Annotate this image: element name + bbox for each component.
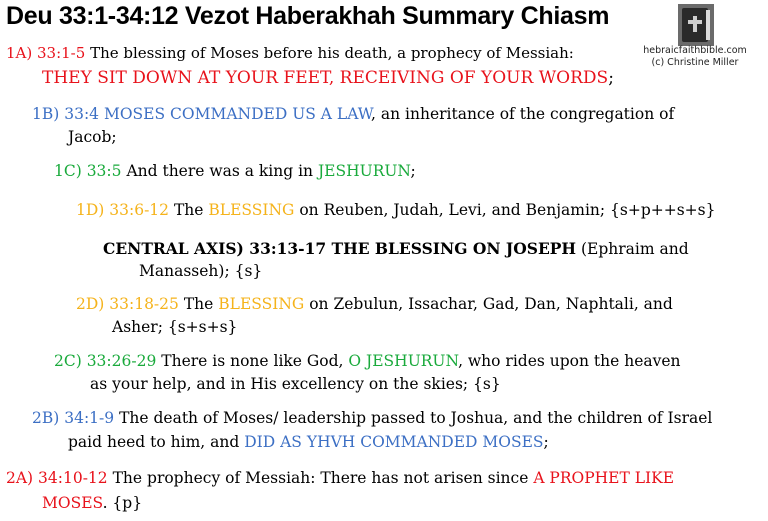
label-1d: 1D) 33:6-12 [76,201,170,219]
text-2d: The [178,295,219,313]
text-2b: The death of Moses/ leadership passed to Joshua, and the children of Israel [114,409,713,427]
chiasm-2b-cont [68,431,549,454]
chiasm-2b [32,407,712,430]
label-2a: 2A) 34:10-12 [6,469,108,487]
label-1c: 1C) 33:5 [54,162,122,180]
text-2c-2: , who rides upon the heaven [458,352,681,370]
chiasm-1a-cont [42,67,614,90]
central-label: CENTRAL AXIS) 33:13-17 THE BLESSING ON JOSEPH [103,239,577,258]
chiasm-1c [54,160,416,183]
highlight-2b: DID AS YHVH COMMANDED MOSES [244,433,544,451]
text-1d-2: on Reuben, Judah, Levi, and Benjamin; {s+p++s+s} [294,201,716,219]
central-text-2: Manasseh); {s} [139,262,263,280]
author: (c) Christine Miller [651,57,739,68]
chiasm-1d [76,199,716,222]
highlight-1a-2: RECEIVING OF YOUR WORDS [339,68,609,88]
chiasm-2c-cont [90,373,501,396]
highlight-1b: MOSES COMMANDED US A LAW [99,105,372,123]
highlight-1d: BLESSING [208,201,295,219]
text-2d-3: Asher; {s+s+s} [112,318,238,336]
highlight-1c: JESHURUN [317,162,411,180]
highlight-2c: O JESHURUN [348,352,459,370]
central-text: (Ephraim and [576,240,689,258]
end-1c: ; [410,162,416,180]
central-axis [103,237,689,261]
end-2a: . {p} [102,494,143,512]
text-1d: The [169,201,209,219]
chiasm-1b [32,103,674,126]
chiasm-2a-cont [42,492,142,515]
highlight-1a-1: THEY SIT DOWN AT YOUR FEET [42,68,329,88]
text-1b-2: Jacob; [68,128,117,146]
label-2b: 2B) 34:1-9 [32,409,115,427]
chiasm-2d-cont [112,316,237,339]
text-2a: The prophecy of Messiah: There has not arisen since [107,469,534,487]
chiasm-2c [54,350,681,373]
credit [622,45,768,69]
highlight-2a-2: MOSES [42,494,103,512]
text-2c-3: as your help, and in His excellency on the skies; {s} [90,375,501,393]
text-1a: The blessing of Moses before his death, a prophecy of Messiah: [85,44,574,62]
end-1a: ; [608,68,614,88]
chiasm-1a [6,42,616,65]
label-1a: 1A) 33:1-5 [6,44,86,62]
site-url: hebraicfaithbible.com [643,45,747,56]
sep-1a: , [328,68,340,88]
chiasm-2d [76,293,673,316]
highlight-2a: A PROPHET LIKE [533,469,675,487]
text-1b: , an inheritance of the congregation of [371,105,675,123]
label-2d: 2D) 33:18-25 [76,295,179,313]
label-2c: 2C) 33:26-29 [54,352,157,370]
central-axis-cont [139,260,262,283]
text-2d-2: on Zebulun, Issachar, Gad, Dan, Naphtali, and [304,295,673,313]
text-2b-2: paid heed to him, and [68,433,245,451]
text-2c: There is none like God, [156,352,349,370]
text-1c: And there was a king in [121,162,318,180]
chiasm-1b-cont [68,126,117,149]
bible-book-icon [678,4,714,46]
label-1b: 1B) 33:4 [32,105,100,123]
chiasm-2a [6,467,674,490]
page-title: Deu 33:1-34:12 Vezot Haberakhah Summary Chiasm [6,2,610,30]
end-2b: ; [543,433,549,451]
highlight-2d: BLESSING [218,295,305,313]
